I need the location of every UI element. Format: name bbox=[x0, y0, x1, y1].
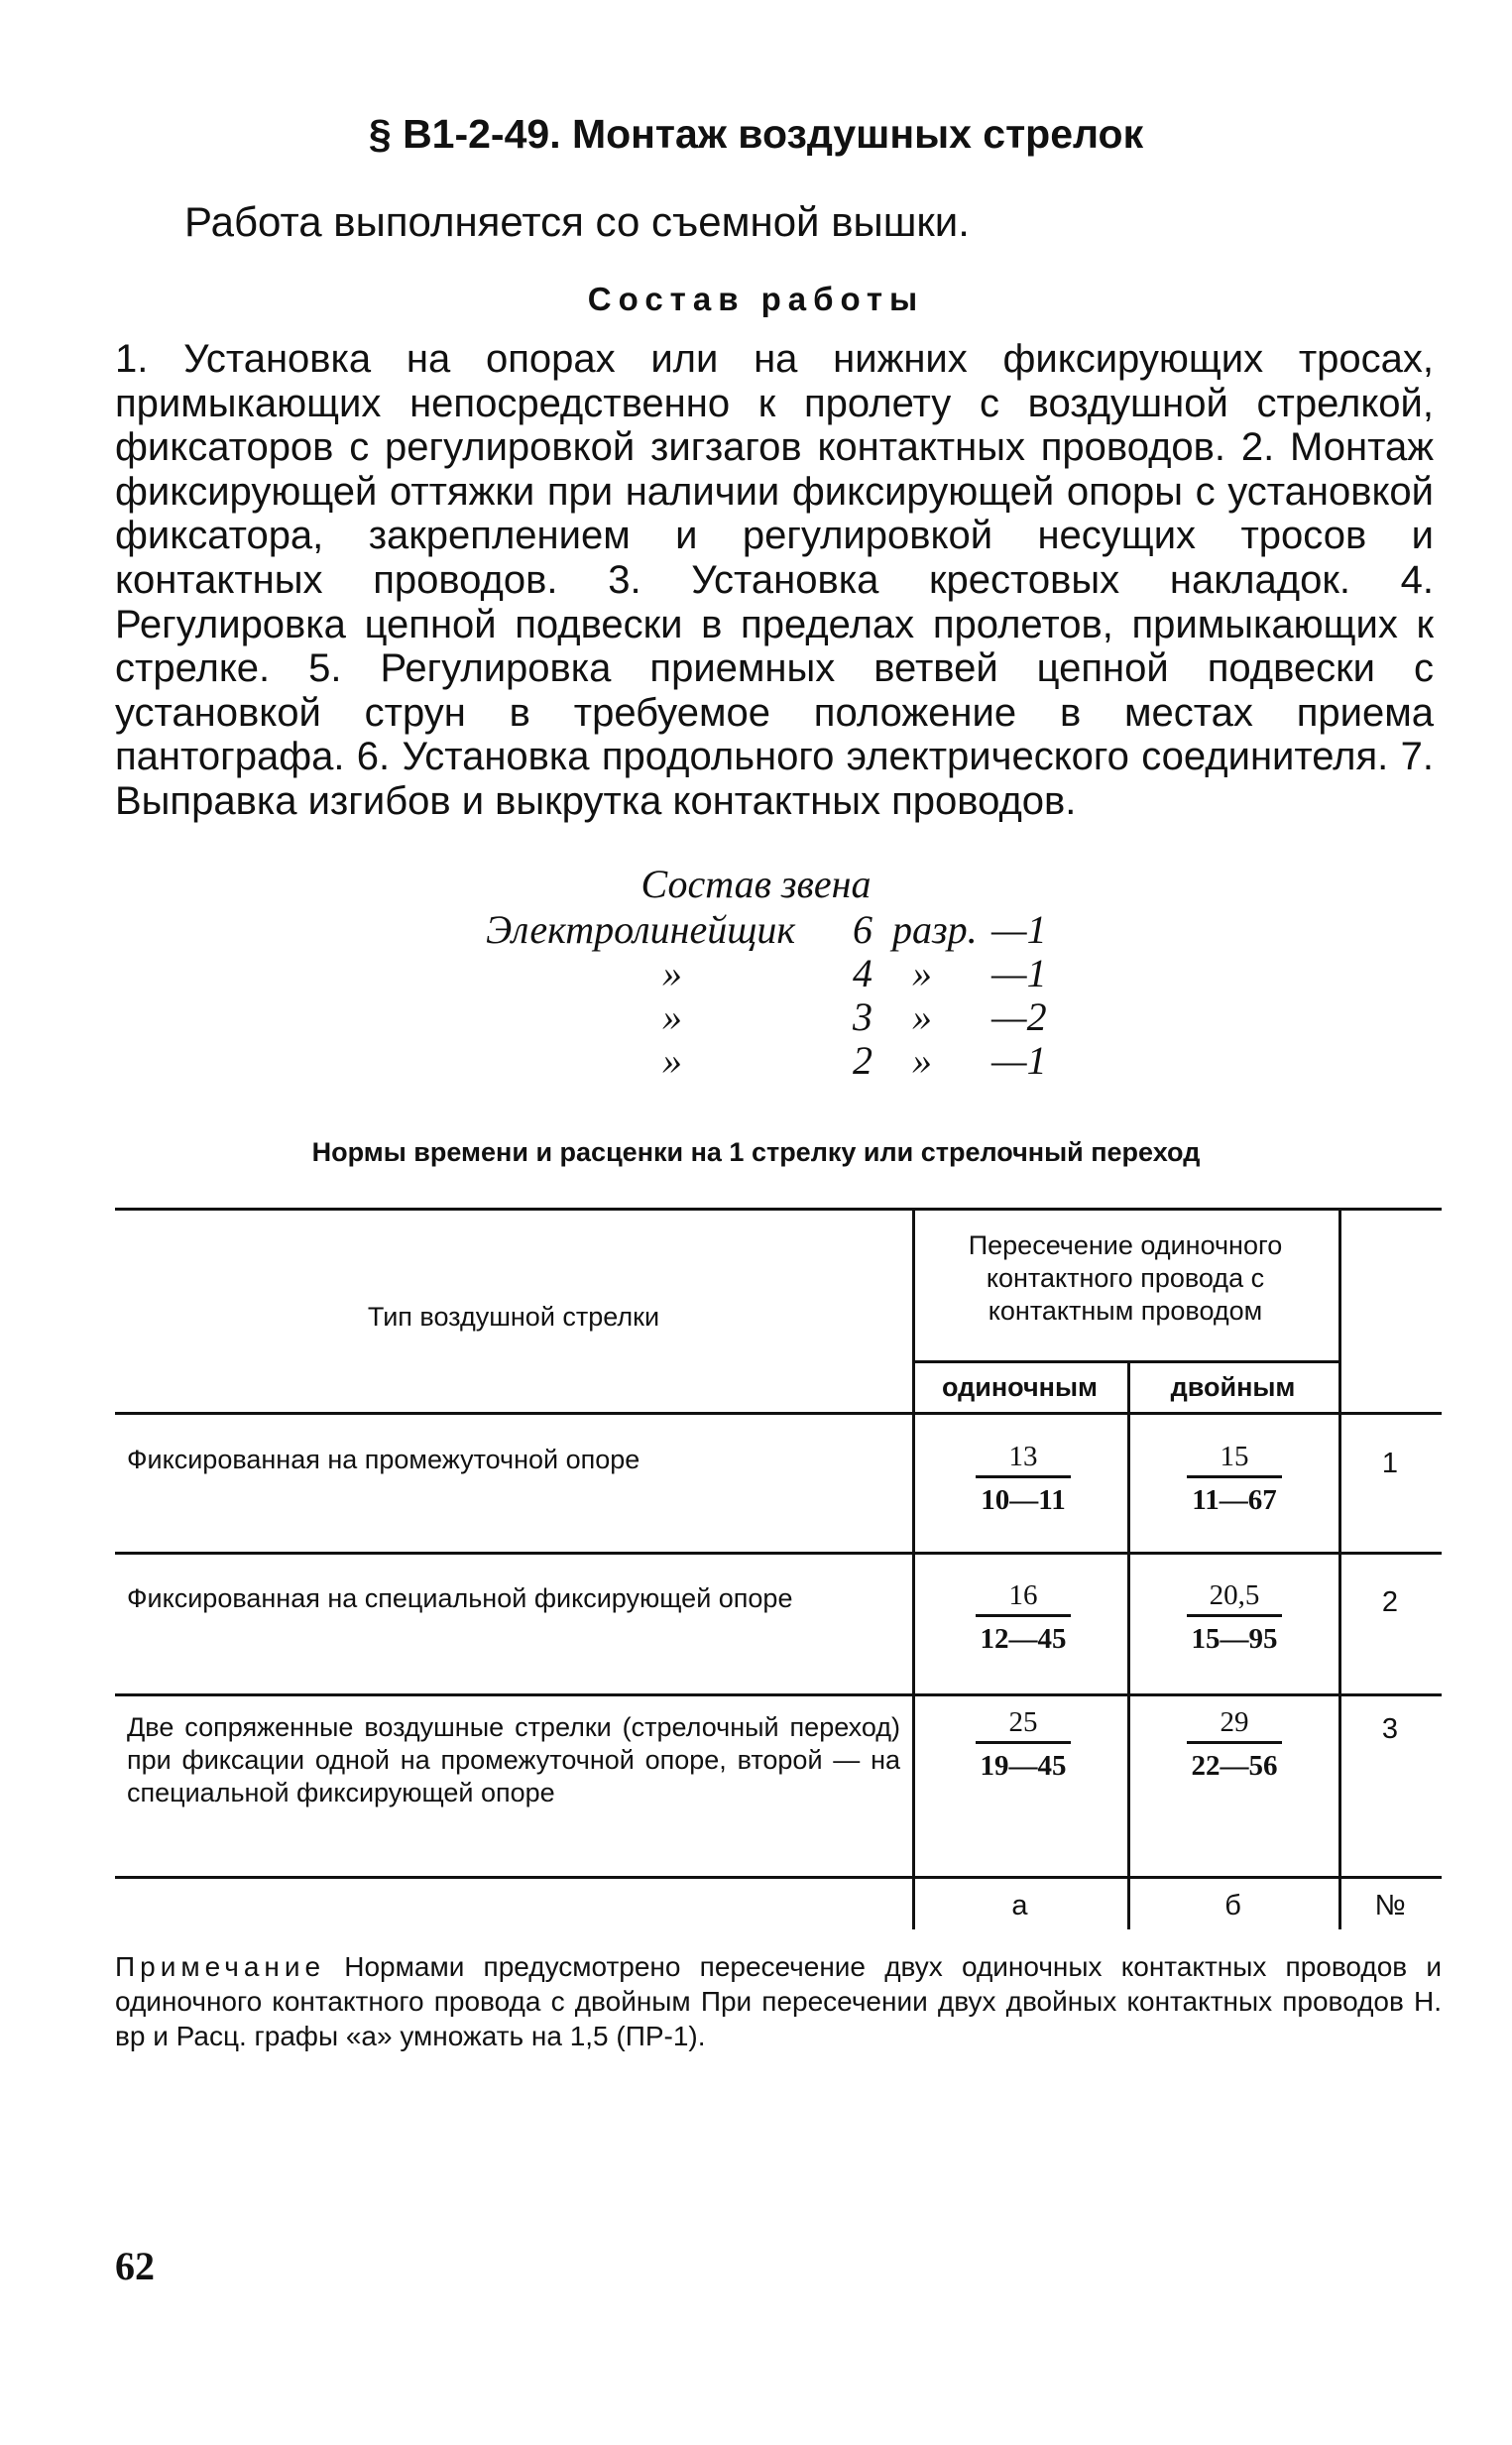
norm-rate: 12—45 bbox=[980, 1623, 1067, 1655]
crew-unit: » bbox=[912, 1038, 932, 1083]
crew-grade: 4 bbox=[853, 951, 872, 995]
table-rule bbox=[115, 1412, 1442, 1415]
table-note bbox=[115, 1949, 1442, 2053]
norm-rate: 15—95 bbox=[1191, 1623, 1278, 1655]
crew-grade: 3 bbox=[853, 994, 872, 1039]
norm-rate: 19—45 bbox=[980, 1750, 1067, 1782]
norm-single bbox=[954, 1703, 1093, 1782]
norm-double bbox=[1165, 1438, 1304, 1516]
section-heading: § В1-2-49. Монтаж воздушных стрелок bbox=[368, 111, 1144, 157]
table-rule bbox=[912, 1208, 915, 1929]
intro-text: Работа выполняется со съемной вышки. bbox=[184, 198, 970, 245]
norm-single bbox=[954, 1576, 1093, 1655]
crew-unit: разр. bbox=[892, 907, 978, 952]
crew-count: —1 bbox=[991, 1038, 1047, 1083]
col-no-label: № bbox=[1374, 1890, 1406, 1921]
col-type-header: Тип воздушной стрелки bbox=[367, 1302, 660, 1332]
norm-time: 20,5 bbox=[1187, 1576, 1282, 1617]
row-type: Две сопряженные воздушные стрелки (стрелочный переход) при фиксации одной на промежуточной опоре, второй — на специальной фиксирующей опоре bbox=[127, 1712, 900, 1807]
crew-unit: » bbox=[912, 994, 932, 1039]
norm-time: 29 bbox=[1187, 1703, 1282, 1744]
note-label: Примечание bbox=[115, 1951, 326, 1982]
norm-double bbox=[1165, 1576, 1304, 1655]
norm-rate: 10—11 bbox=[981, 1484, 1066, 1516]
row-number: 3 bbox=[1381, 1713, 1399, 1745]
table-title: Нормы времени и расценки на 1 стрелку или стрелочный переход bbox=[311, 1137, 1201, 1167]
row-type: Фиксированная на промежуточной опоре bbox=[127, 1445, 640, 1474]
page-number: 62 bbox=[115, 2244, 155, 2288]
norm-single bbox=[954, 1438, 1093, 1516]
table-rule bbox=[1127, 1360, 1130, 1929]
crew-ditto: » bbox=[662, 951, 682, 995]
col-double-header: двойным bbox=[1170, 1372, 1296, 1402]
note-text: Нормами предусмотрено пересечение двух одиночных контактных проводов и одиночного контактного провода с двойным При пересечении двух двойных контактных проводов Н. вр и Расц. графы «а» умножать на 1,5 (ПР-1). bbox=[115, 1951, 1442, 2051]
norm-time: 13 bbox=[976, 1438, 1071, 1478]
norm-time: 15 bbox=[1187, 1438, 1282, 1478]
norm-time: 25 bbox=[976, 1703, 1071, 1744]
norm-rate: 22—56 bbox=[1191, 1750, 1278, 1782]
crew-ditto: » bbox=[662, 994, 682, 1039]
crew-ditto: » bbox=[662, 1038, 682, 1083]
table-rule bbox=[115, 1693, 1442, 1696]
col-b-label: б bbox=[1224, 1890, 1241, 1921]
norm-double bbox=[1165, 1703, 1304, 1782]
table-rule bbox=[115, 1552, 1442, 1555]
crew-profession: Электролинейщик bbox=[486, 907, 796, 952]
crew-title: Состав звена bbox=[640, 862, 872, 906]
crew-grade: 2 bbox=[853, 1038, 872, 1083]
col-single-header: одиночным bbox=[941, 1372, 1099, 1402]
table-rule bbox=[115, 1208, 1442, 1211]
row-number: 2 bbox=[1381, 1586, 1399, 1618]
composition-text: 1. Установка на опорах или на нижних фиксирующих тросах, примыкающих непосредственно к пролету с воздушной стрелкой, фиксаторов с регулировкой зигзагов контактных проводов. 2. Монтаж фиксирующей оттяжки при наличии фиксирующей опоры с установкой фиксатора, закреплением и регулировкой несущих тросов и контактных проводов. 3. Установка крестовых накладок. 4. Регулировка цепной подвески в пределах пролетов, примыкающих к стрелке. 5. Регулировка приемных ветвей цепной подвески с установкой струн в требуемое положение в местах приема пантографа. 6. Установка продольного электрического соединителя. 7. Выправка изгибов и выкрутка контактных проводов. bbox=[115, 337, 1434, 823]
norm-rate: 11—67 bbox=[1192, 1484, 1277, 1516]
crew-count: —1 bbox=[991, 907, 1047, 952]
table-rule bbox=[912, 1360, 1338, 1363]
table-rule bbox=[1338, 1208, 1341, 1929]
norm-time: 16 bbox=[976, 1576, 1071, 1617]
col-group-header: Пересечение одиночного контактного провода с контактным проводом bbox=[968, 1230, 1283, 1326]
crew-count: —2 bbox=[991, 994, 1047, 1039]
row-number: 1 bbox=[1381, 1448, 1399, 1479]
crew-count: —1 bbox=[991, 951, 1047, 995]
crew-unit: » bbox=[912, 951, 932, 995]
composition-title: Состав работы bbox=[587, 281, 925, 317]
crew-grade: 6 bbox=[853, 907, 872, 952]
col-a-label: а bbox=[1011, 1890, 1028, 1921]
row-type: Фиксированная на специальной фиксирующей опоре bbox=[127, 1583, 793, 1613]
table-rule bbox=[115, 1876, 1442, 1879]
